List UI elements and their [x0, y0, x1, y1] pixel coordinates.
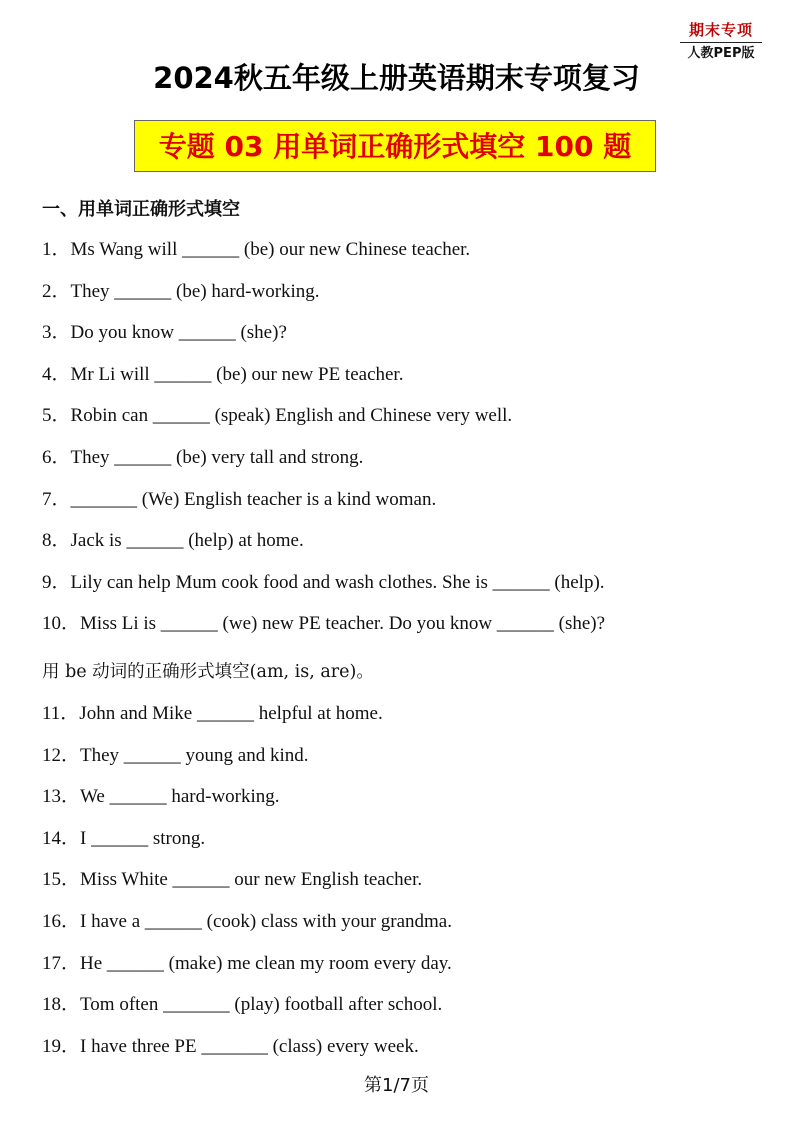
question-item: 12．They ______ young and kind. — [42, 745, 309, 766]
question-item: 10．Miss Li is ______ (we) new PE teacher. Do you know ______ (she)? — [42, 613, 606, 634]
question-item: 13．We ______ hard-working. — [42, 786, 280, 807]
edition-corner-label — [676, 20, 766, 62]
question-item: 1．Ms Wang will ______ (be) our new Chinese teacher. — [42, 239, 471, 260]
question-item: 15．Miss White ______ our new English teacher. — [42, 869, 423, 890]
topic-subtitle: 专题 03 用单词正确形式填空 100 题 — [134, 120, 656, 172]
question-item: 11．John and Mike ______ helpful at home. — [42, 703, 383, 724]
question-item: 18．Tom often _______ (play) football after school. — [42, 994, 443, 1015]
question-item: 17．He ______ (make) me clean my room every day. — [42, 953, 452, 974]
corner-label-top: 期末专项 — [688, 21, 753, 39]
question-item: 4．Mr Li will ______ (be) our new PE teacher. — [42, 364, 404, 385]
question-item: 19．I have three PE _______ (class) every week. — [42, 1036, 419, 1057]
question-item: 5．Robin can ______ (speak) English and Chinese very well. — [42, 405, 513, 426]
question-item: 9．Lily can help Mum cook food and wash clothes. She is ______ (help). — [42, 572, 605, 593]
corner-divider — [680, 42, 762, 43]
question-item: 7．_______ (We) English teacher is a kind woman. — [42, 489, 437, 510]
question-item: 8．Jack is ______ (help) at home. — [42, 530, 304, 551]
corner-label-bottom: 人教PEP版 — [687, 46, 755, 61]
section-heading: 一、用单词正确形式填空 — [42, 199, 240, 220]
page-number: 第1/7页 — [364, 1075, 429, 1096]
instruction-note: 用 be 动词的正确形式填空(am, is, are)。 — [42, 662, 374, 682]
question-item: 14．I ______ strong. — [42, 828, 206, 849]
question-item: 3．Do you know ______ (she)? — [42, 322, 287, 343]
question-item: 16．I have a ______ (cook) class with your grandma. — [42, 911, 452, 932]
question-item: 6．They ______ (be) very tall and strong. — [42, 447, 364, 468]
page-title: 2024秋五年级上册英语期末专项复习 — [153, 61, 640, 95]
question-item: 2．They ______ (be) hard-working. — [42, 281, 320, 302]
